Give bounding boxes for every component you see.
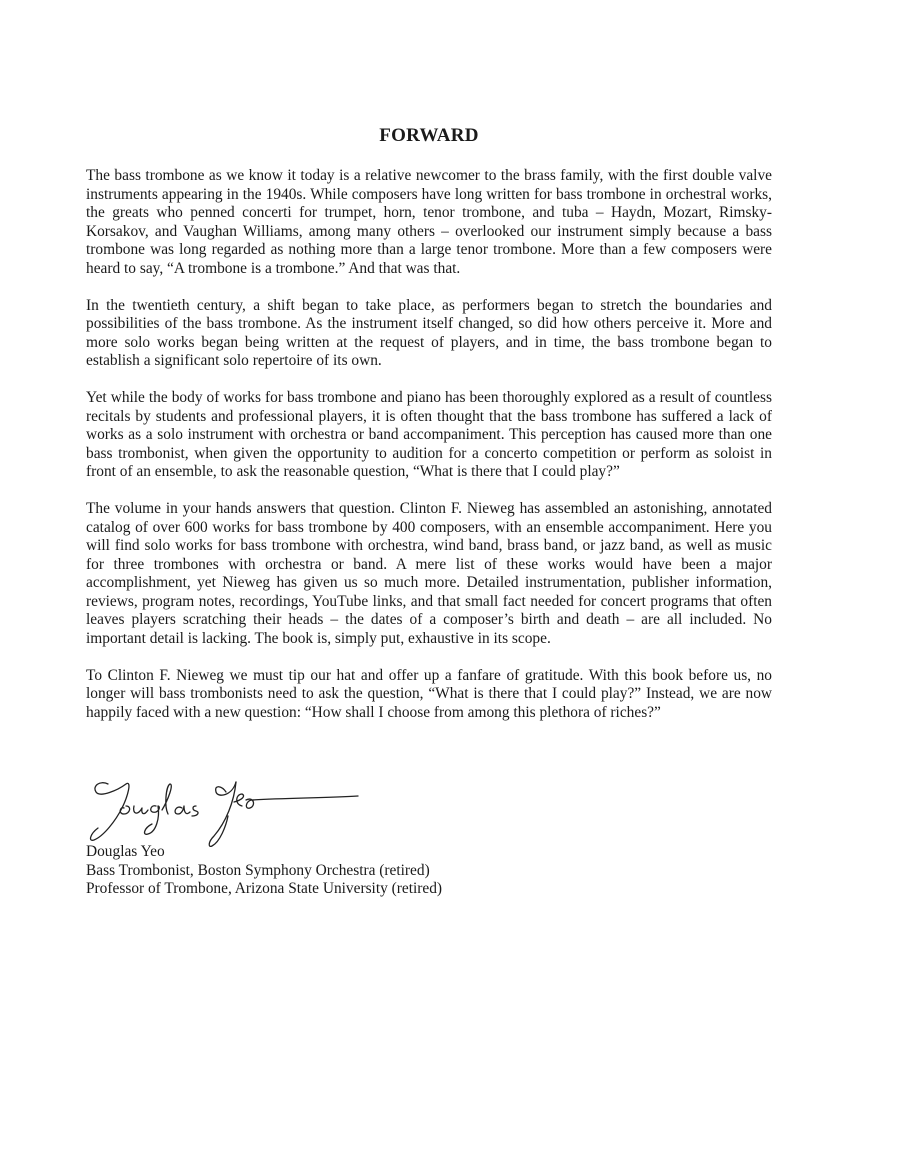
author-role-2: Professor of Trombone, Arizona State University (retired) xyxy=(86,880,443,898)
author-name: Douglas Yeo xyxy=(86,843,165,860)
document-body xyxy=(86,167,772,740)
author-block xyxy=(86,843,442,899)
paragraph-5: To Clinton F. Nieweg we must tip our hat and offer up a fanfare of gratitude. With this book before us, no longer will bass trombonists need to ask the question, “What is there that I could play?” Instead, we are now happily faced with a new question: “How shall I choose from among this plethora of riches?” xyxy=(86,666,772,721)
document-title: FORWARD xyxy=(379,125,479,146)
handwritten-signature xyxy=(86,762,366,848)
paragraph-2: In the twentieth century, a shift began to take place, as performers began to stretch the boundaries and possibilities of the bass trombone. As the instrument itself changed, so did how others perceive it. More and more solo works began being written at the request of players, and in time, the bass trombone began to establish a significant solo repertoire of its own. xyxy=(86,296,772,370)
paragraph-1: The bass trombone as we know it today is a relative newcomer to the brass family, with the first double valve instruments appearing in the 1940s. While composers have long written for bass trombone in orchestral works, the greats who penned concerti for trumpet, horn, tenor trombone, and tuba – Haydn, Mozart, Rimsky-Korsakov, and Vaughan Williams, among many others – overlooked our instrument simply because a bass trombone was long regarded as nothing more than a large tenor trombone. More than a few composers were heard to say, “A trombone is a trombone.” And that was that. xyxy=(86,167,772,277)
paragraph-3: Yet while the body of works for bass trombone and piano has been thoroughly explored as a result of countless recitals by students and professional players, it is often thought that the bass trombone has suffered a lack of works as a solo instrument with orchestra or band accompaniment. This perception has caused more than one bass trombonist, when given the opportunity to audition for a concerto competition or perform as soloist in front of an ensemble, to ask the reasonable question, “What is there that I could play?” xyxy=(86,388,772,481)
author-role-1: Bass Trombonist, Boston Symphony Orchestra (retired) xyxy=(86,861,430,879)
paragraph-4: The volume in your hands answers that question. Clinton F. Nieweg has assembled an astonishing, annotated catalog of over 600 works for bass trombone by 400 composers, with an ensemble accompaniment. Here you will find solo works for bass trombone with orchestra, wind band, brass band, or jazz band, as well as music for three trombones with orchestra or band. A mere list of these works would have been a major accomplishment, yet Nieweg has given us so much more. Detailed instrumentation, publisher information, reviews, program notes, recordings, YouTube links, and that small fact needed for concert programs that often leaves players scratching their heads – the dates of a composer’s birth and death – are all included. No important detail is lacking. The book is, simply put, exhaustive in its scope. xyxy=(86,499,772,648)
